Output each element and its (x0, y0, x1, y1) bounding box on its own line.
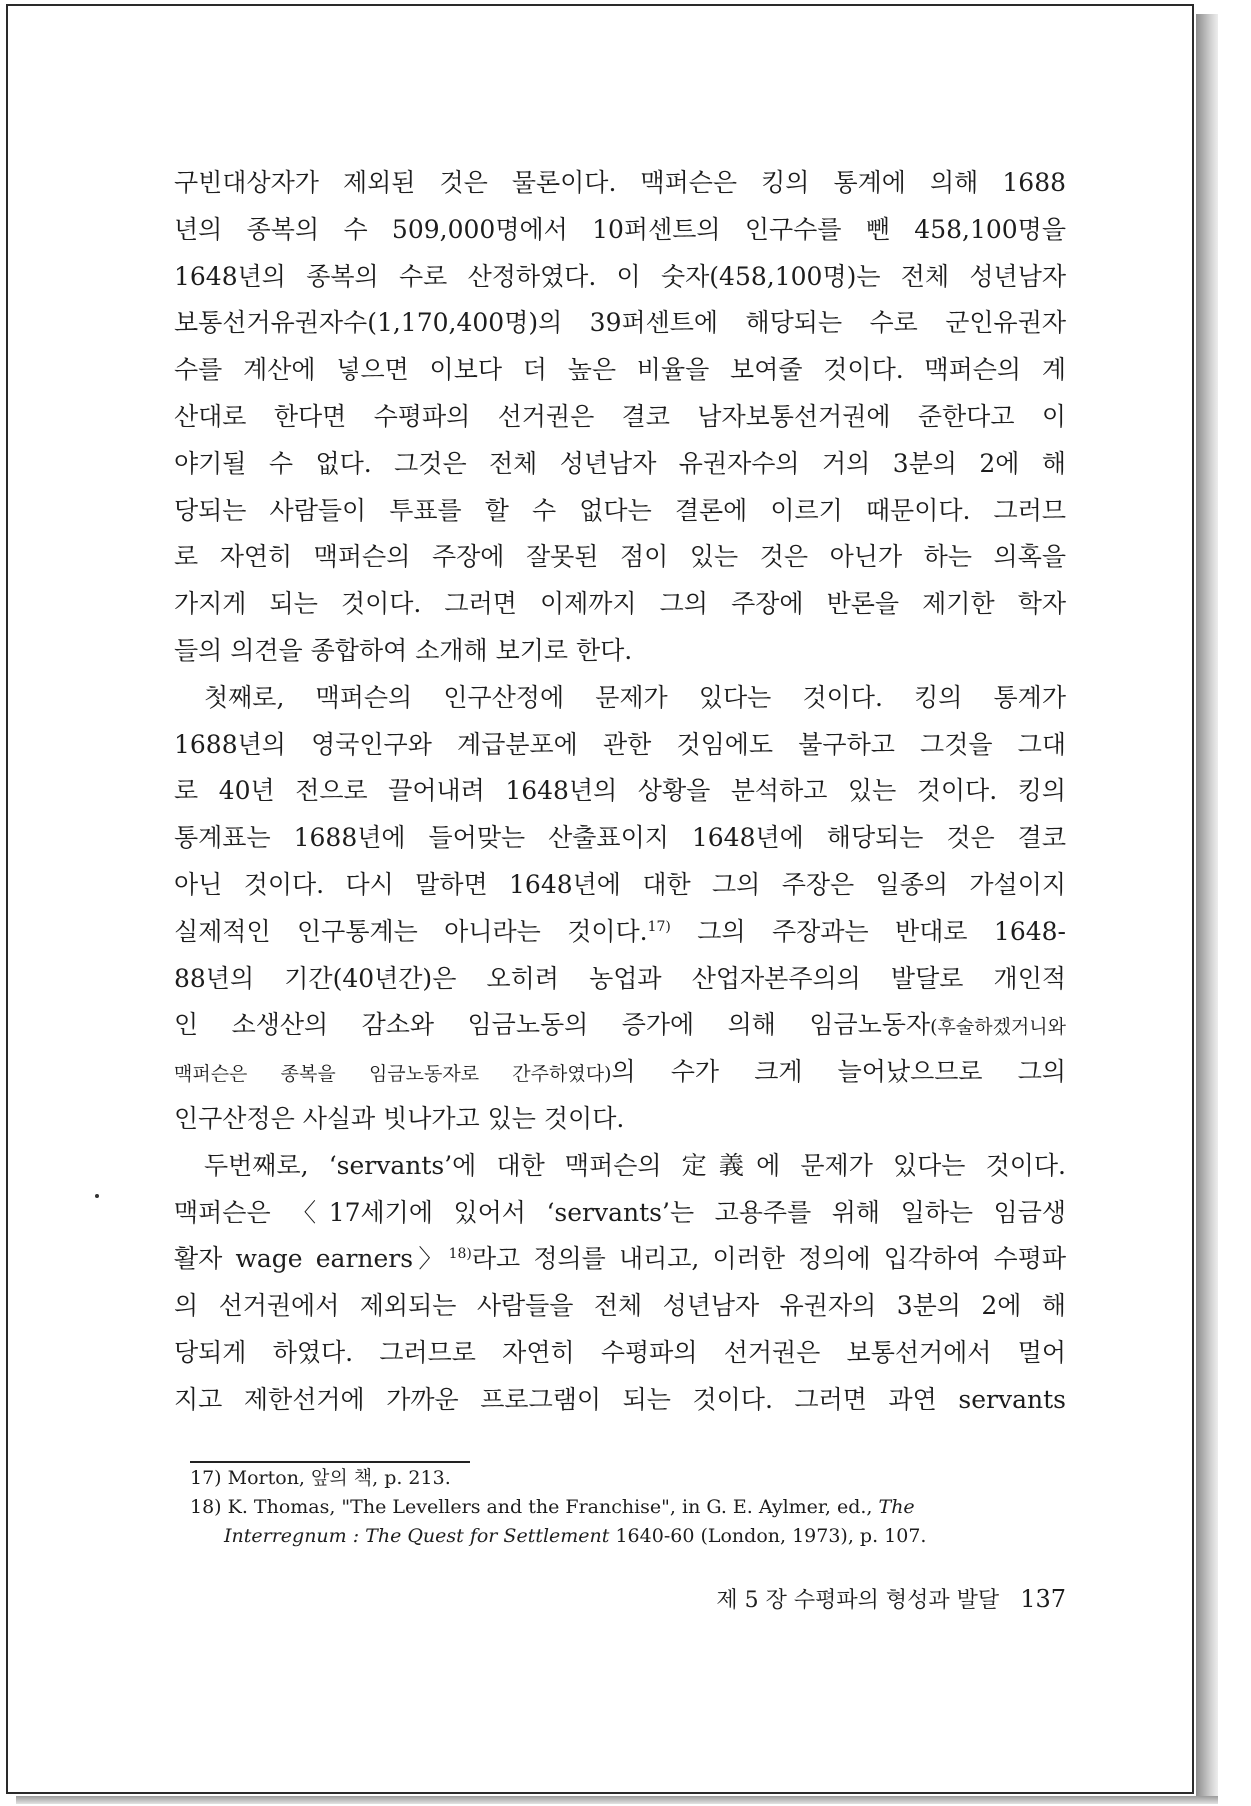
text-line (174, 815, 1066, 862)
line-text: 당되게 하였다. 그러므로 자연히 수평파의 선거권은 보통선거에서 멀어 (174, 1337, 1066, 1367)
body-text (174, 160, 1066, 1424)
text-line (174, 254, 1066, 301)
text-line (174, 956, 1066, 1003)
line-text: 통계표는 1688년에 들어맞는 산출표이지 1648년에 해당되는 것은 결코 (174, 823, 1066, 853)
footnote-rule (190, 1461, 470, 1463)
line-text: 아닌 것이다. 다시 말하면 1648년에 대한 그의 주장은 일종의 가설이지 (174, 869, 1066, 899)
chapter-label: 제 5 장 (716, 1588, 787, 1613)
footnote-18-number: 18) (190, 1496, 222, 1518)
line-text: 수를 계산에 넣으면 이보다 더 높은 비율을 보여줄 것이다. 맥퍼슨의 계 (174, 355, 1066, 385)
text-line (174, 1236, 1066, 1283)
line-text: 지고 제한선거에 가까운 프로그램이 되는 것이다. 그러면 과연 servants (174, 1384, 1066, 1414)
page-edge-shadow (1196, 14, 1218, 1796)
text-line (174, 862, 1066, 909)
text-line (174, 628, 1066, 675)
text-line (174, 581, 1066, 628)
text-line (174, 1190, 1066, 1237)
line-text: 첫째로, 맥퍼슨의 인구산정에 문제가 있다는 것이다. 킹의 통계가 (204, 682, 1066, 712)
line-text: 들의 의견을 종합하여 소개해 보기로 한다. (174, 635, 633, 665)
footnote-18 (190, 1493, 1066, 1522)
parenthetical-note: (후술하겠거니와 (930, 1016, 1066, 1039)
footnote-18-continued (190, 1522, 1066, 1551)
line-text-continued: 라고 정의를 내리고, 이러한 정의에 입각하여 수평파 (471, 1244, 1067, 1274)
line-text: 로 자연히 맥퍼슨의 주장에 잘못된 점이 있는 것은 아닌가 하는 의혹을 (174, 542, 1066, 572)
text-line (174, 441, 1066, 488)
line-text: 로 40년 전으로 끌어내려 1648년의 상황을 분석하고 있는 것이다. 킹의 (174, 776, 1066, 806)
page-number: 137 (1020, 1585, 1066, 1613)
line-text: 두번째로, ‘servants’에 대한 맥퍼슨의 定義에 문제가 있다는 것이다. (204, 1150, 1066, 1180)
line-text: 의 선거권에서 제외되는 사람들을 전체 성년남자 유권자의 3분의 2에 해 (174, 1291, 1066, 1321)
text-line (174, 1143, 1066, 1190)
line-text: 보통선거유권자수(1,170,400명)의 39퍼센트에 해당되는 수로 군인유권자 (174, 308, 1066, 338)
text-line (174, 534, 1066, 581)
line-text: 1648년의 종복의 수로 산정하였다. 이 숫자(458,100명)는 전체 성년남자 (174, 261, 1066, 291)
running-footer (654, 1583, 1066, 1614)
text-line (174, 1330, 1066, 1377)
parenthetical-note: 맥퍼슨은 종복을 임금노동자로 간주하였다) (174, 1063, 612, 1086)
text-line (174, 722, 1066, 769)
text-line (174, 347, 1066, 394)
footnote-17-text: Morton, 앞의 책, p. 213. (227, 1467, 451, 1489)
text-line (174, 488, 1066, 535)
footnote-18-book-title: Interregnum : The Quest for Settlement (224, 1525, 610, 1547)
line-text: 1688년의 영국인구와 계급분포에 관한 것임에도 불구하고 그것을 그대 (174, 729, 1066, 759)
line-text: 활자 wage earners〉 (174, 1244, 449, 1274)
text-line (174, 160, 1066, 207)
text-line (174, 300, 1066, 347)
footnote-18-publication: 1640-60 (London, 1973), p. 107. (609, 1525, 927, 1547)
line-text: 맥퍼슨은 〈17세기에 있어서 ‘servants’는 고용주를 위해 일하는 임금생 (174, 1197, 1066, 1227)
line-text: 의 수가 크게 늘어났으므로 그의 (611, 1057, 1066, 1087)
text-line (174, 1049, 1066, 1096)
footnote-marker: 17) (647, 918, 671, 935)
page-bottom-shadow (16, 1796, 1218, 1804)
line-text: 실제적인 인구통계는 아니라는 것이다. (174, 916, 648, 946)
footnote-18-book-title-start: The (878, 1496, 915, 1518)
text-line (174, 1283, 1066, 1330)
text-line (174, 768, 1066, 815)
footnotes (190, 1464, 1066, 1551)
text-line (174, 394, 1066, 441)
line-text: 인구산정은 사실과 빗나가고 있는 것이다. (174, 1103, 625, 1133)
footnote-17-number: 17) (190, 1467, 222, 1489)
chapter-title: 수평파의 형성과 발달 (793, 1588, 1000, 1613)
text-line (174, 675, 1066, 722)
line-text: 인 소생산의 감소와 임금노동의 증가에 의해 임금노동자 (174, 1010, 931, 1040)
line-text: 구빈대상자가 제외된 것은 물론이다. 맥퍼슨은 킹의 통계에 의해 1688 (174, 168, 1066, 197)
text-line (174, 207, 1066, 254)
text-line (174, 1377, 1066, 1424)
footnote-marker: 18) (448, 1246, 472, 1263)
footnote-17 (190, 1464, 1066, 1493)
line-text: 산대로 한다면 수평파의 선거권은 결코 남자보통선거권에 준한다고 이 (174, 401, 1066, 431)
text-line (174, 1002, 1066, 1049)
text-line (174, 1096, 1066, 1143)
line-text-continued: 그의 주장과는 반대로 1648- (670, 916, 1066, 946)
line-text: 당되는 사람들이 투표를 할 수 없다는 결론에 이르기 때문이다. 그러므 (174, 495, 1066, 525)
footnote-18-text: K. Thomas, "The Levellers and the Franchise", in G. E. Aylmer, ed., (227, 1496, 879, 1518)
scan-speck (95, 1194, 99, 1198)
line-text: 가지게 되는 것이다. 그러면 이제까지 그의 주장에 반론을 제기한 학자 (174, 589, 1066, 619)
line-text: 야기될 수 없다. 그것은 전체 성년남자 유권자수의 거의 3분의 2에 해 (174, 448, 1066, 478)
line-text: 88년의 기간(40년간)은 오히려 농업과 산업자본주의의 발달로 개인적 (174, 963, 1066, 993)
text-line (174, 909, 1066, 956)
line-text: 년의 종복의 수 509,000명에서 10퍼센트의 인구수를 뺀 458,100명을 (174, 214, 1066, 244)
